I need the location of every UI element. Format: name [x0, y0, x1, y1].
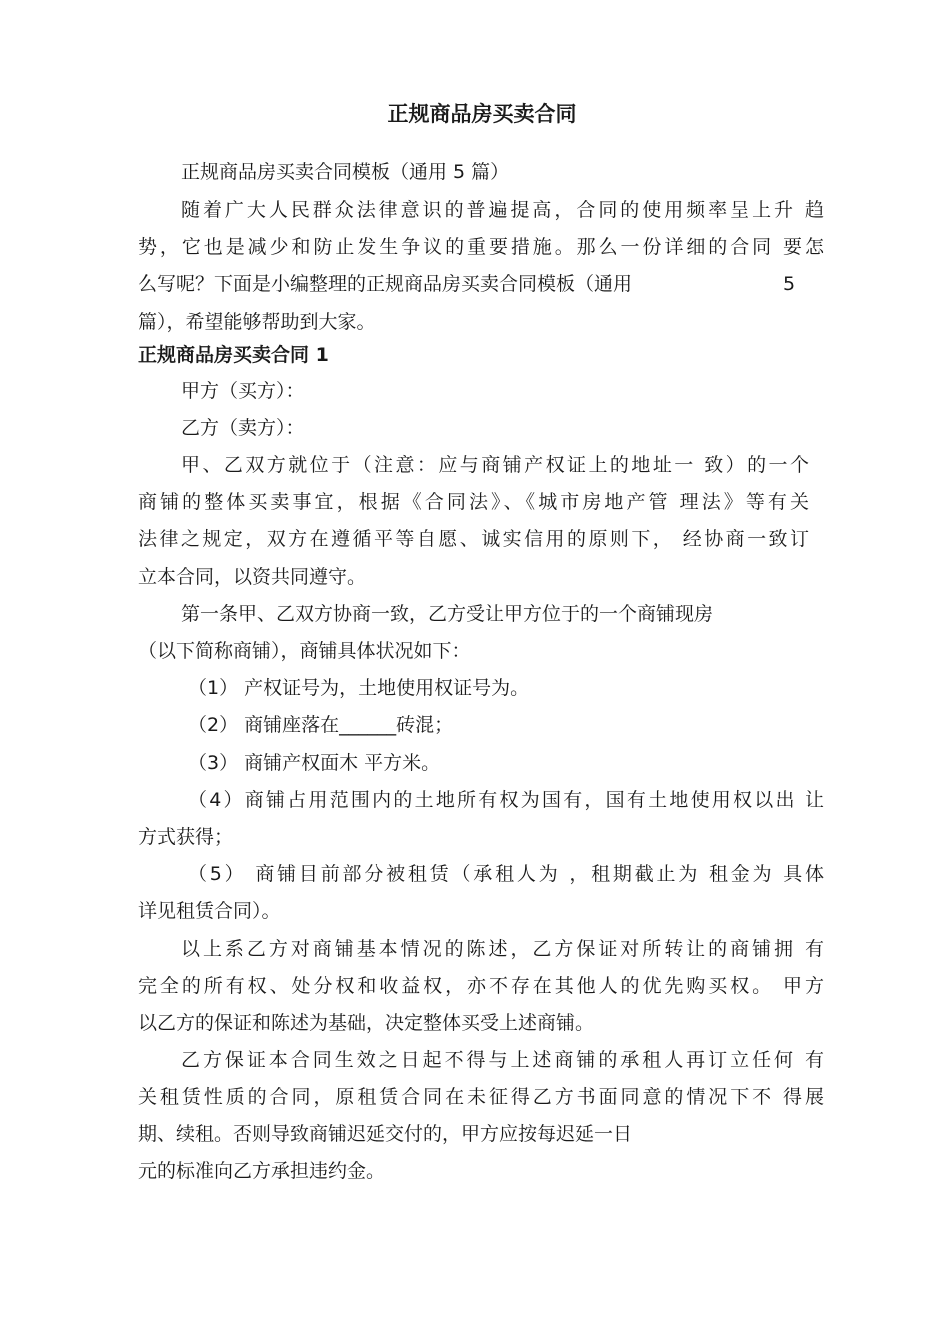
- article-line: 第一条甲、乙双方协商一致，乙方受让甲方位于的一个商铺现房: [181, 603, 714, 625]
- body-line: 法律之规定，双方在遵循平等自愿、诚实信用的原则下， 经协商一致订: [138, 528, 809, 550]
- article-line: （以下简称商铺），商铺具体状况如下：: [138, 640, 471, 662]
- body-line: 关租赁性质的合同，原租赁合同在未征得乙方书面同意的情况下不 得展: [138, 1086, 824, 1108]
- intro-line-number: 5: [783, 273, 796, 295]
- body-line: 立本合同，以资共同遵守。: [138, 566, 367, 588]
- body-line: 商铺的整体买卖事宜，根据《合同法》、《城市房地产管 理法》等有关: [138, 491, 809, 513]
- list-item-continuation: 方式获得；: [138, 826, 234, 848]
- list-item: （5） 商铺目前部分被租赁（承租人为 ，租期截止为 租金为 具体: [188, 863, 824, 885]
- document-title: 正规商品房买卖合同: [387, 102, 577, 126]
- intro-line: 篇），希望能够帮助到大家。: [138, 311, 376, 333]
- body-line: 期、续租。否则导致商铺迟延交付的，甲方应按每迟延一日: [138, 1123, 633, 1145]
- section-heading: 正规商品房买卖合同 1: [138, 344, 329, 366]
- list-item: （2） 商铺座落在______砖混；: [188, 714, 454, 736]
- list-item: （3） 商铺产权面木 平方米。: [188, 752, 441, 774]
- list-item: （4）商铺占用范围内的土地所有权为国有，国有土地使用权以出 让: [188, 789, 824, 811]
- body-line: 以乙方的保证和陈述为基础，决定整体买受上述商铺。: [138, 1012, 595, 1034]
- body-line: 甲、乙双方就位于（注意：应与商铺产权证上的地址一 致）的一个: [181, 454, 809, 476]
- body-line: 元的标准向乙方承担违约金。: [138, 1160, 386, 1182]
- list-item-continuation: 详见租赁合同）。: [138, 900, 281, 922]
- subtitle-line: 正规商品房买卖合同模板（通用 5 篇）: [181, 161, 510, 183]
- party-a-line: 甲方（买方）：: [181, 380, 305, 402]
- body-line: 完全的所有权、处分权和收益权，亦不存在其他人的优先购买权。 甲方: [138, 975, 824, 997]
- body-line: 乙方保证本合同生效之日起不得与上述商铺的承租人再订立任何 有: [181, 1049, 824, 1071]
- party-b-line: 乙方（卖方）：: [181, 417, 305, 439]
- list-item: （1） 产权证号为，土地使用权证号为。: [188, 677, 530, 699]
- intro-line: 么写呢？下面是小编整理的正规商品房买卖合同模板（通用: [138, 273, 633, 295]
- intro-line: 势，它也是减少和防止发生争议的重要措施。那么一份详细的合同 要怎: [138, 236, 824, 258]
- body-line: 以上系乙方对商铺基本情况的陈述，乙方保证对所转让的商铺拥 有: [181, 938, 824, 960]
- intro-line: 随着广大人民群众法律意识的普遍提高，合同的使用频率呈上升 趋: [181, 199, 824, 221]
